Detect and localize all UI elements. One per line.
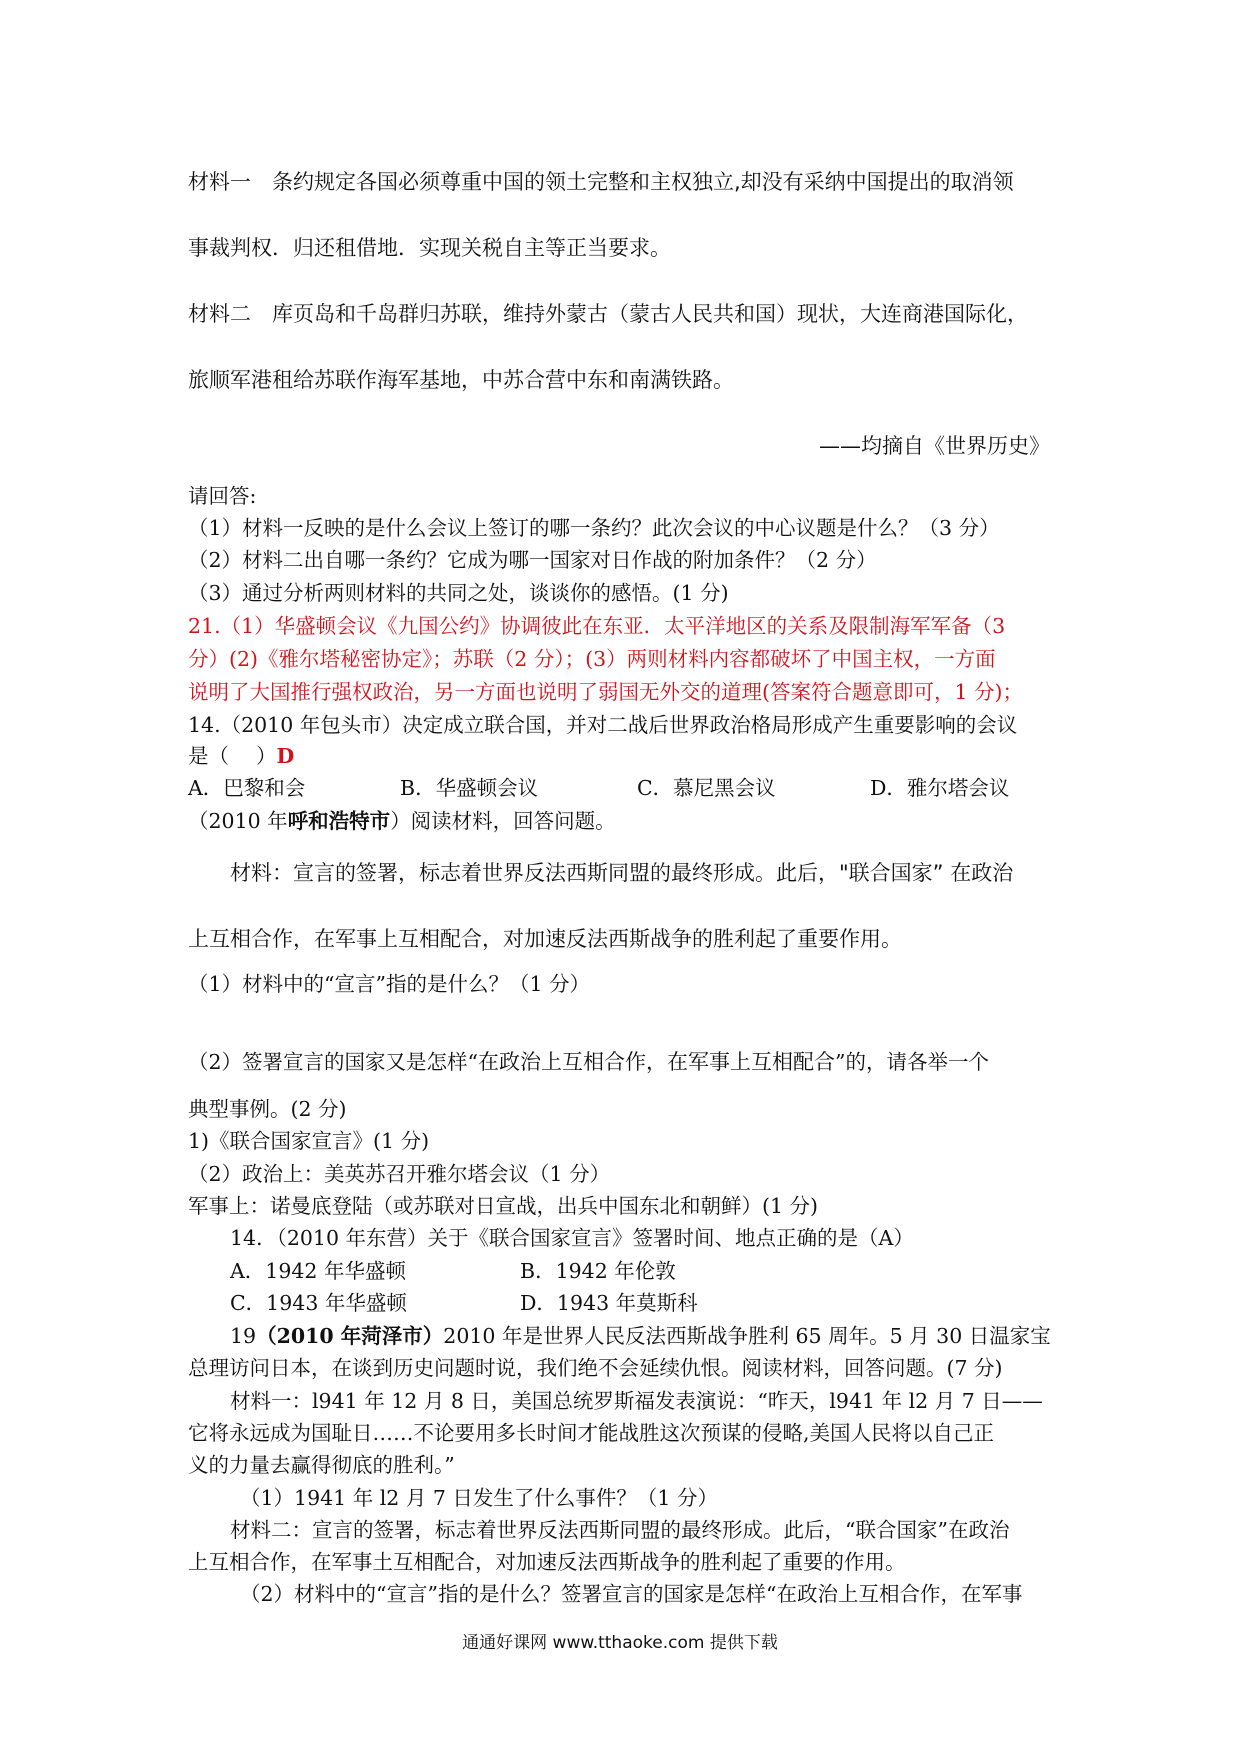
heze-material-two-line-2: 上互相合作，在军事土互相配合，对加速反法西斯战争的胜利起了重要的作用。 xyxy=(188,1550,906,1574)
option-b: B．华盛顿会议 xyxy=(400,776,539,800)
hohhot-material-line-1: 材料：宣言的签署，标志着世界反法西斯同盟的最终形成。此后，"联合国家” 在政治 xyxy=(230,861,1014,885)
dongying-option-b: B．1942 年伦敦 xyxy=(520,1259,676,1283)
question-14-stem-end xyxy=(188,742,294,770)
hohhot-question-2-end: 典型事例。(2 分) xyxy=(188,1097,347,1121)
material-one-line-2: 事裁判权．归还租借地．实现关税自主等正当要求。 xyxy=(188,236,671,260)
material-two-line-2: 旅顺军港租给苏联作海军基地，中苏合营中东和南满铁路。 xyxy=(188,368,734,392)
question-3: （3）通过分析两则材料的共同之处，谈谈你的感悟。(1 分) xyxy=(188,581,729,605)
page-footer: 通通好课网 www.tthaoke.com 提供下载 xyxy=(462,1633,778,1653)
question-2: （2）材料二出自哪一条约？它成为哪一国家对日作战的附加条件？（2 分） xyxy=(188,548,877,572)
heze-question-1: （1）1941 年 l2 月 7 日发生了什么事件？（1 分） xyxy=(240,1486,718,1510)
hohhot-question-2: （2）签署宣言的国家又是怎样“在政治上互相合作，在军事上互相配合”的，请各举一个 xyxy=(188,1050,990,1074)
material-two-line-1: 材料二 库页岛和千岛群归苏联，维持外蒙古（蒙古人民共和国）现状，大连商港国际化， xyxy=(188,302,1028,326)
question-14-stem: 14.（2010 年包头市）决定成立联合国，并对二战后世界政治格局形成产生重要影响的会议 xyxy=(188,713,1018,737)
heze-material-one-line-1: 材料一：l941 年 12 月 8 日，美国总统罗斯福发表演说：“昨天，l941 年 l2 月 7 日—— xyxy=(230,1389,1043,1413)
heze-question-2: （2）材料中的“宣言”指的是什么？签署宣言的国家是怎样“在政治上互相合作，在军事 xyxy=(240,1582,1023,1606)
option-c: C．慕尼黑会议 xyxy=(637,776,776,800)
option-d: D．雅尔塔会议 xyxy=(870,776,1010,800)
question-prompt: 请回答: xyxy=(188,484,257,508)
answer-21-line-1: 21.（1）华盛顿会议《九国公约》协调彼此在东亚．太平洋地区的关系及限制海军军备（3 xyxy=(188,614,1006,638)
heze-question-19: 19（2010 年菏泽市）2010 年是世界人民反法西斯战争胜利 65 周年。5 月 30 日温家宝 xyxy=(230,1324,1051,1348)
dongying-option-a: A．1942 年华盛顿 xyxy=(230,1259,406,1283)
hohhot-answer-2-political: （2）政治上：美英苏召开雅尔塔会议（1 分） xyxy=(188,1162,611,1186)
hohhot-question-1: （1）材料中的“宣言”指的是什么？（1 分） xyxy=(188,972,591,996)
hohhot-question-header: （2010 年呼和浩特市）阅读材料，回答问题。 xyxy=(188,809,616,833)
question-1: （1）材料一反映的是什么会议上签订的哪一条约？此次会议的中心议题是什么？（3 分） xyxy=(188,516,1000,540)
dongying-question-14: 14．（2010 年东营）关于《联合国家宣言》签署时间、地点正确的是（A） xyxy=(230,1226,914,1250)
hohhot-answer-2-military: 军事上：诺曼底登陆（或苏联对日宣战，出兵中国东北和朝鲜）(1 分) xyxy=(188,1194,819,1218)
question-14-answer: D xyxy=(276,744,295,768)
source-citation: ——均摘自《世界历史》 xyxy=(819,434,1050,458)
heze-material-one-line-3: 义的力量去赢得彻底的胜利。” xyxy=(188,1453,455,1477)
answer-21-line-2: 分）(2)《雅尔塔秘密协定》；苏联（2 分）；(3）两则材料内容都破坏了中国主权，一方面 xyxy=(188,647,996,671)
dongying-option-d: D．1943 年莫斯科 xyxy=(520,1291,698,1315)
material-one-line-1: 材料一 条约规定各国必须尊重中国的领土完整和主权独立,却没有采纳中国提出的取消领 xyxy=(188,170,1014,194)
heze-question-19-cont: 总理访问日本，在谈到历史问题时说，我们绝不会延续仇恨。阅读材料，回答问题。(7 分) xyxy=(188,1356,1003,1380)
hohhot-answer-1: 1)《联合国家宣言》(1 分) xyxy=(188,1129,430,1153)
question-14-blank: 是（ ） xyxy=(188,744,277,768)
heze-material-one-line-2: 它将永远成为国耻日……不论要用多长时间才能战胜这次预谋的侵略,美国人民将以自己正 xyxy=(188,1421,995,1445)
dongying-option-c: C．1943 年华盛顿 xyxy=(230,1291,407,1315)
answer-21-line-3: 说明了大国推行强权政治，另一方面也说明了弱国无外交的道理(答案符合题意即可，1 分)； xyxy=(188,680,1024,704)
hohhot-material-line-2: 上互相合作，在军事上互相配合，对加速反法西斯战争的胜利起了重要作用。 xyxy=(188,927,902,951)
heze-material-two-line-1: 材料二：宣言的签署，标志着世界反法西斯同盟的最终形成。此后，“联合国家”在政治 xyxy=(230,1518,1010,1542)
option-a: A．巴黎和会 xyxy=(188,776,306,800)
